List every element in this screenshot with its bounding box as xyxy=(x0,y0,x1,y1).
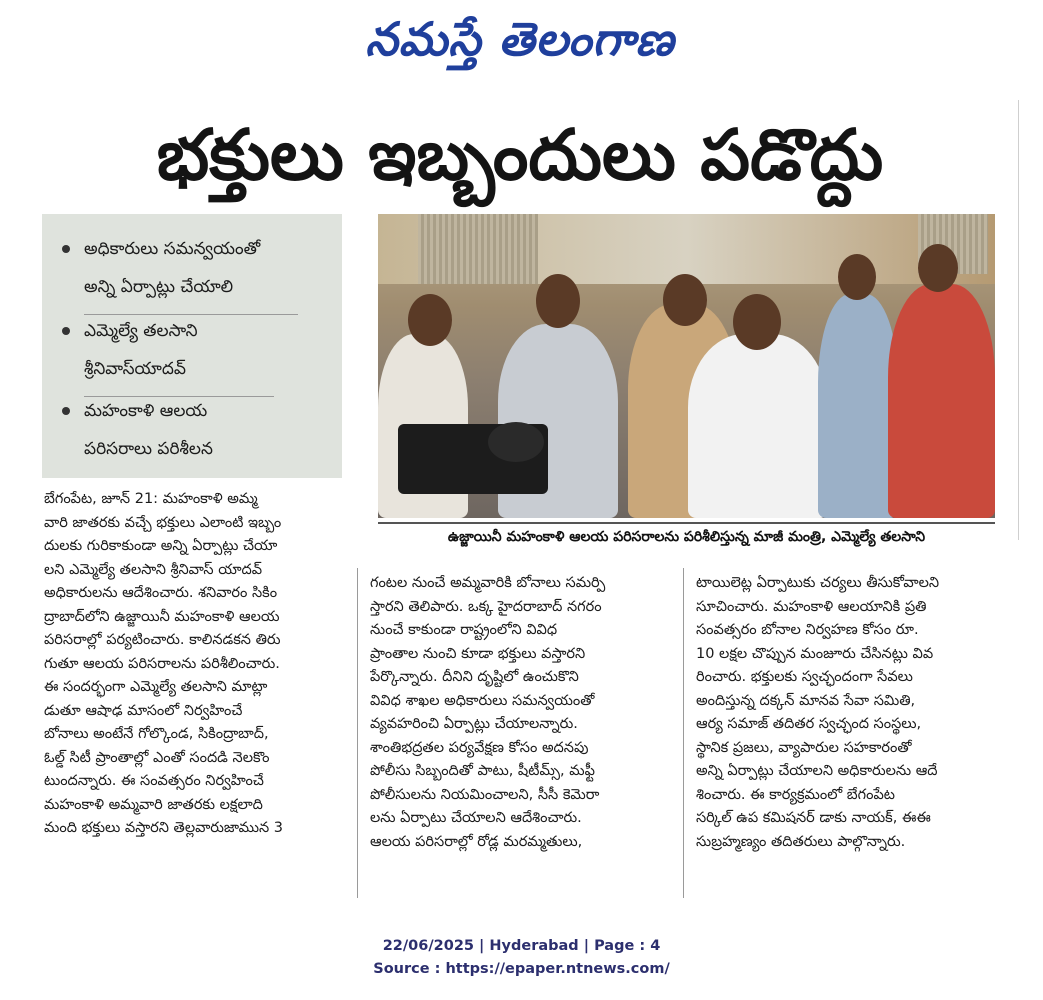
highlight-item xyxy=(62,392,332,468)
photo-person xyxy=(818,294,898,518)
article-line: టుందన్నారు. ఈ సంవత్సరం నిర్వహించే xyxy=(44,773,264,789)
article-line: ఓల్డ్ సిటీ ప్రాంతాల్లో ఎంతో సందడి నెలకొం xyxy=(44,749,270,766)
article-line: టాయిలెట్ల ఏర్పాటుకు చర్యలు తీసుకోవాలని xyxy=(696,575,940,591)
article-line: పోలీసు సిబ్బందితో పాటు, షీటీమ్స్, మఫ్టీ xyxy=(370,763,595,779)
article-line: స్థానిక ప్రజలు, వ్యాపారుల సహకారంతో xyxy=(696,739,912,756)
article-line: ద్రాబాద్‌లోని ఉజ్జాయినీ మహంకాళి ఆలయ xyxy=(44,608,280,625)
article-line: మంది భక్తులు వస్తారని తెల్లవారుజామున 3 xyxy=(44,820,284,836)
footer-info: 22/06/2025 | Hyderabad | Page : 4 xyxy=(382,938,661,954)
article-line: లను ఏర్పాటు చేయాలని ఆదేశించారు. xyxy=(370,810,582,826)
article-line: ప్రాంతాల నుంచి కూడా భక్తులు వస్తారని xyxy=(370,645,586,662)
article-line: సుబ్రహ్మణ్యం తదితరులు పాల్గొన్నారు. xyxy=(696,833,906,850)
bullet-icon xyxy=(62,245,70,253)
bullet-icon xyxy=(62,407,70,415)
article-line: లని ఎమ్మెల్యే తలసాని శ్రీనివాస్ యాదవ్ xyxy=(44,561,263,578)
article-line: వారి జాతరకు వచ్చే భక్తులు ఎలాంటి ఇబ్బం xyxy=(44,514,282,531)
highlights-box xyxy=(42,214,342,478)
photo-caption xyxy=(378,522,995,552)
photo-head xyxy=(838,254,876,300)
article-line: సర్కిల్ ఉప కమిషనర్ డాకు నాయక్, ఈఈ xyxy=(696,810,931,826)
column-divider xyxy=(683,568,684,898)
article-line: పోలీసులను నియమించాలని, సీసీ కెమెరా xyxy=(370,786,600,803)
article-line: వివిధ శాఖల అధికారులు సమన్వయంతో xyxy=(370,692,595,709)
article-line: సూచించారు. మహంకాళి ఆలయానికి ప్రతి xyxy=(696,598,927,615)
article-line: శాంతిభద్రతల పర్యవేక్షణ కోసం అదనపు xyxy=(370,739,589,756)
photo-head xyxy=(918,244,958,292)
article-line: 10 లక్షల చొప్పున మంజూరు చేసినట్లు వివ xyxy=(696,645,934,662)
masthead-logo: నమస్తే తెలంగాణ xyxy=(365,12,675,66)
camera-lens xyxy=(488,422,544,462)
photo-head xyxy=(663,274,707,326)
highlight-line: ఎమ్మెల్యే తలసాని xyxy=(84,321,198,341)
article-line: అధికారులను ఆదేశించారు. శనివారం సికిం xyxy=(44,585,278,601)
article-line: శించారు. ఈ కార్యక్రమంలో బేగంపేట xyxy=(696,786,895,803)
highlight-line: అధికారులు సమన్వయంతో xyxy=(84,239,261,259)
article-line: పరిసరాల్లో పర్యటించారు. కాలినడకన తిరు xyxy=(44,632,281,648)
photo-person xyxy=(888,284,995,518)
news-photo xyxy=(378,214,995,518)
highlight-item xyxy=(62,312,332,388)
highlight-line: శ్రీనివాస్‌యాదవ్ xyxy=(84,359,186,379)
article-column-1 xyxy=(44,488,344,841)
photo-head xyxy=(408,294,452,346)
photo-shutter xyxy=(418,214,538,284)
article-line: డుతూ ఆషాఢ మాసంలో నిర్వహించే xyxy=(44,702,243,719)
article-line: పేర్కొన్నారు. దీనిని దృష్టిలో ఉంచుకొని xyxy=(370,669,579,685)
highlight-line: మహంకాళి ఆలయ xyxy=(84,401,208,421)
article-line: బోనాలు అంటేనే గోల్కొండ, సికింద్రాబాద్, xyxy=(44,726,269,742)
article-line: గుతూ ఆలయ పరిసరాలను పరిశీలించారు. xyxy=(44,655,280,672)
page-edge-rule xyxy=(1018,100,1019,540)
article-line: ఆలయ పరిసరాల్లో రోడ్ల మరమ్మతులు, xyxy=(370,833,583,850)
article-line: వ్యవహరించి ఏర్పాట్లు చేయాలన్నారు. xyxy=(370,716,578,732)
article-line: నుంచే కాకుండా రాష్ట్రంలోని వివిధ xyxy=(370,622,558,638)
highlight-line: పరిసరాలు పరిశీలన xyxy=(84,439,213,459)
headline: భక్తులు ఇబ్బందులు పడొద్దు xyxy=(156,114,884,196)
caption-text: ఉజ్జాయినీ మహంకాళి ఆలయ పరిసరాలను పరిశీలిస్తున్న మాజీ మంత్రి, ఎమ్మెల్యే తలసాని xyxy=(447,529,926,545)
photo-head xyxy=(733,294,781,350)
article-line: రించారు. భక్తులకు స్వచ్ఛందంగా సేవలు xyxy=(696,669,913,685)
article-line: బేగంపేట, జూన్ 21: మహంకాళి అమ్మ xyxy=(44,491,258,507)
photo-head xyxy=(536,274,580,328)
article-line: ఈ సందర్భంగా ఎమ్మెల్యే తలసాని మాట్లా xyxy=(44,679,268,695)
footer-source-link[interactable]: Source : https://epaper.ntnews.com/ xyxy=(373,961,670,977)
photo-person xyxy=(688,334,828,518)
article-line: దులకు గురికాకుండా అన్ని ఏర్పాట్లు చేయా xyxy=(44,538,278,554)
highlight-item xyxy=(62,230,332,306)
article-line: స్తారని తెలిపారు. ఒక్క హైదరాబాద్ నగరం xyxy=(370,598,602,615)
article-column-2 xyxy=(370,572,670,854)
caption-rule xyxy=(378,522,995,524)
article-line: ఆర్య సమాజ్ తదితర స్వచ్ఛంద సంస్థలు, xyxy=(696,716,922,732)
article-line: అన్ని ఏర్పాట్లు చేయాలని అధికారులను ఆదే xyxy=(696,763,938,779)
bullet-icon xyxy=(62,327,70,335)
article-column-3 xyxy=(696,572,996,854)
article-line: సంవత్సరం బోనాల నిర్వహణ కోసం రూ. xyxy=(696,622,919,638)
article-line: అందిస్తున్న దక్కన్ మానవ సేవా సమితి, xyxy=(696,692,916,709)
article-line: గంటల నుంచే అమ్మవారికి బోనాలు సమర్పి xyxy=(370,575,606,591)
article-line: మహంకాళి అమ్మవారి జాతరకు లక్షలాది xyxy=(44,796,263,813)
column-divider xyxy=(357,568,358,898)
highlight-line: అన్ని ఏర్పాట్లు చేయాలి xyxy=(84,277,234,297)
